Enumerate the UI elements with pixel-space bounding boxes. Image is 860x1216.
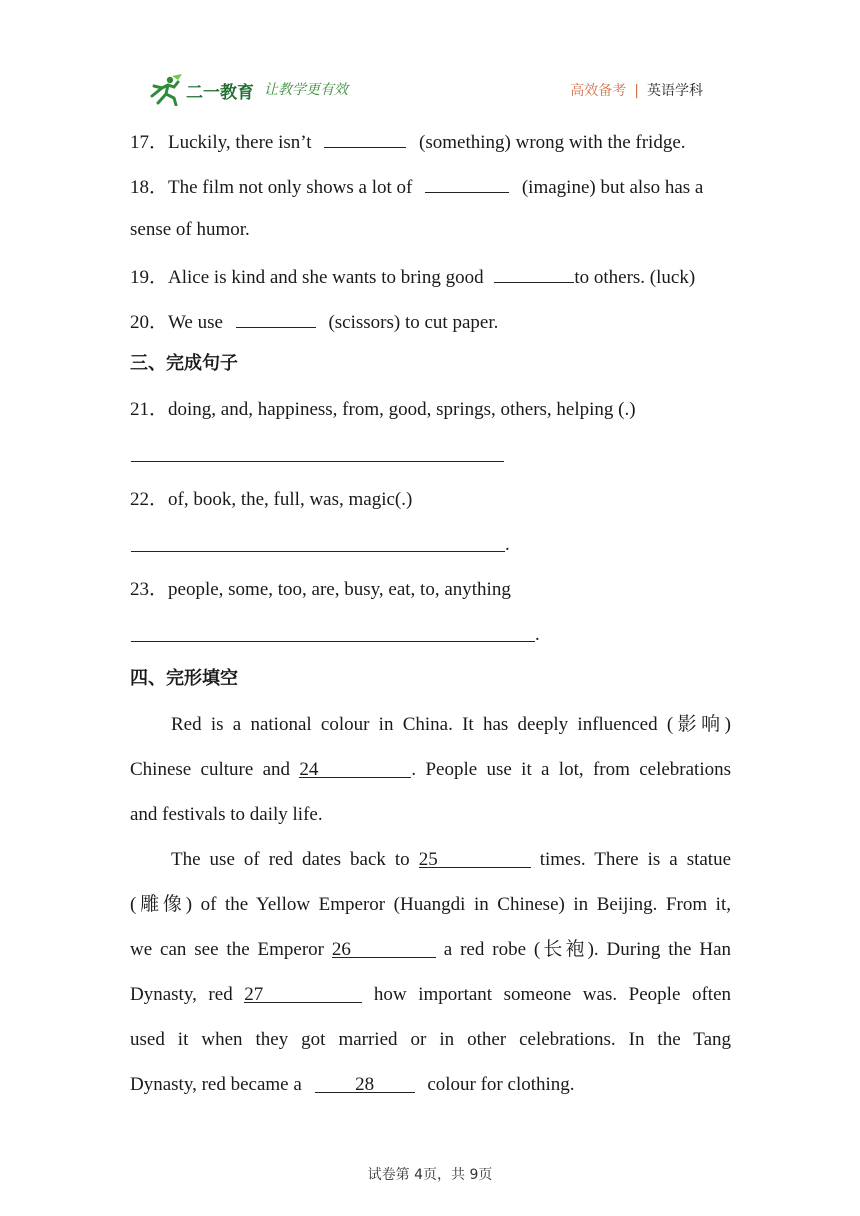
answer-line [131, 551, 505, 552]
question-22 [130, 488, 412, 512]
question-number: 23． [130, 579, 169, 600]
passage-line: used it when they got married or in other celebrations. In the Tang [130, 1029, 731, 1050]
answer-blank [236, 308, 316, 328]
question-17 [130, 128, 686, 155]
section-heading: 四、完形填空 [130, 668, 238, 689]
question-text: The film not only shows a lot of [168, 177, 413, 198]
question-19 [130, 263, 695, 290]
page-footer: 试卷第 4页，共 9页 [367, 1167, 493, 1183]
question-text: to others. (luck) [574, 267, 696, 288]
question-number: 21． [130, 399, 169, 420]
section-heading: 三、完成句子 [130, 353, 238, 374]
page-header [148, 72, 708, 108]
question-text: Alice is kind and she wants to bring good [168, 267, 484, 288]
question-number: 22． [130, 489, 169, 510]
question-18 [130, 173, 703, 200]
slogan: 让教学更有效 [264, 82, 348, 98]
question-21 [130, 398, 636, 422]
question-number: 17． [130, 132, 169, 153]
question-text: people, some, too, are, busy, eat, to, anything [168, 579, 511, 600]
question-text: Luckily, there isn’t [168, 132, 312, 153]
logo-text: 二一教育 [186, 83, 254, 103]
passage-line: we can see the Emperor 26 a red robe (长袍). During the Han [130, 939, 732, 960]
answer-blank [324, 128, 406, 148]
passage-line: Red is a national colour in China. It has deeply influenced (影响) [171, 714, 731, 735]
passage-line: Chinese culture and 24 . People use it a lot, from celebrations [130, 759, 731, 780]
question-text: of, book, the, full, was, magic(.) [168, 489, 413, 510]
answer-blank [494, 263, 574, 283]
header-subject-info [570, 80, 703, 100]
sentence-end-dot: . [505, 534, 510, 555]
cloze-blank-25: 25 [419, 848, 531, 868]
passage-line: (雕像) of the Yellow Emperor (Huangdi in Chinese) in Beijing. From it, [130, 894, 731, 915]
answer-blank [425, 173, 509, 193]
cloze-blank-28: 28 [315, 1073, 415, 1093]
question-number: 20． [130, 312, 169, 333]
answer-line [131, 641, 535, 642]
brand-logo [148, 74, 258, 106]
header-subject: 英语学科 [647, 83, 703, 99]
question-number: 19． [130, 267, 169, 288]
passage-line: Dynasty, red became a 28 colour for clothing. [130, 1074, 575, 1095]
passage-line: and festivals to daily life. [130, 804, 323, 825]
question-text: (something) wrong with the fridge. [419, 132, 686, 153]
question-number: 18． [130, 177, 169, 198]
question-text: (imagine) but also has a [521, 177, 704, 198]
cloze-blank-26: 26 [332, 938, 436, 958]
header-separator: | [634, 83, 639, 99]
sentence-end-dot: . [535, 624, 540, 645]
question-text: We use [168, 312, 223, 333]
passage-line: Dynasty, red 27 how important someone was. People often [130, 984, 732, 1005]
question-23 [130, 578, 511, 602]
question-18-continuation: sense of humor. [130, 219, 250, 240]
cloze-blank-27: 27 [244, 983, 362, 1003]
passage-line: The use of red dates back to 25 times. There is a statue [171, 849, 732, 870]
question-text: doing, and, happiness, from, good, springs, others, helping (.) [168, 399, 636, 420]
answer-line [131, 461, 504, 462]
question-text: (scissors) to cut paper. [328, 312, 499, 333]
header-tag: 高效备考 [570, 83, 627, 99]
runner-icon [152, 74, 182, 105]
cloze-blank-24: 24 [299, 758, 411, 778]
question-20 [130, 308, 498, 335]
